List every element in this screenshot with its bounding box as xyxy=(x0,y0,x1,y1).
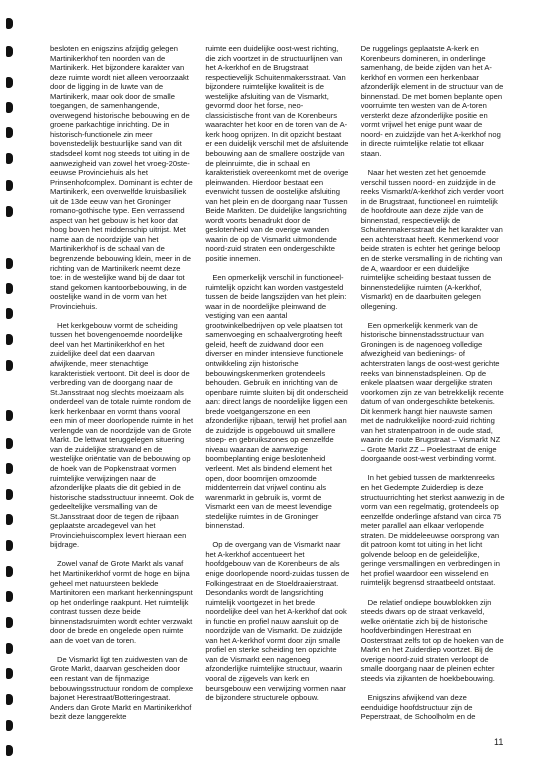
binder-hole xyxy=(6,360,13,371)
binder-hole xyxy=(6,643,13,654)
paragraph: Zowel vanaf de Grote Markt als vanaf het Martinikerkhof vormt de hoge en bijna geheel met natuursteen beklede Martinitoren een markant herkenningspunt op het onderlinge raakpunt. Het ruimtelijk contrast tussen deze beide binnenstadsruimten wordt echter verzwakt door de brede en ongelede open ruimte aan de voet van de toren. xyxy=(50,559,193,645)
binder-hole xyxy=(6,206,13,217)
binder-hole xyxy=(6,18,13,29)
paragraph: Enigszins afwijkend van deze eenduidige hoofdstructuur zijn de Peperstraat, de Schoolholm en de xyxy=(360,692,476,722)
binder-hole xyxy=(6,153,13,164)
paragraph: Op de overgang van de Vismarkt naar het A-kerkhof accentueert het hoofdgebouw van de Korenbeurs de als enige doorlopende noord-zuidas tussen de Folkingestraat en de Stoeldraaierstraat. Desondanks wordt de langsrichting ruimtelijk voortgezet in het brede noordelijke deel van het A-kerkhof dat ook in functie en profiel nauw aansluit op de noordzijde van de Vismarkt. De zuidzijde van het A-kerkhof vormt door zijn smalle profiel en sterke scheiding ten opzichte van de Vismarkt een nagenoeg afzonderlijke ruimtelijke structuur, waarin vooral de zijgevels van kerk en beursgebouw een verwijzing vormen naar de bijzondere structurele opbouw. xyxy=(205,540,350,703)
paragraph: Een opmerkelijk verschil in functioneel-ruimtelijk opzicht kan worden vastgesteld tussen de beide langszijden van het plein: waar in de noordelijke pleinwand de vestiging van een aantal grootwinkelbedrijven op vele plaatsen tot samenvoeging en schaalvergroting heeft geleid, heeft de zuidwand door een diverser en minder intensieve functionele ontwikkeling zijn historische bebouwingskenmerken grotendeels behouden. Gebruik en inrichting van de openbare ruimte sluiten bij dit onderscheid aan: direct langs de noordelijke liggen een brede voetgangerszone en een afzonderlijke rijbaan, terwijl het profiel aan de zuidzijde is opgebouwd uit smallere stoep- en gebruikszones op eenzelfde niveau waaraan de aanwezige boombeplanting enige beslotenheid verleent. Met als bindend element het open, door boomrijen omzoomde middenterrein dat vrijwel continu als warenmarkt in gebruik is, vormt de Vismarkt een van de meest levendige stedelijke ruimtes in de Groninger binnenstad. xyxy=(205,273,349,531)
text-columns xyxy=(50,44,505,734)
paragraph: besloten en enigszins afzijdig gelegen Martinikerkhof ten noorden van de Martinikerk. Het bijzondere karakter van deze ruimte wordt niet alleen veroorzaakt door de ligging in de luwte van de Martinikerk, maar ook door de smalle toegangen, de samenhangende, overwegend historische bebouwing en de groene parkachtige inrichting. De in historisch-functionele zin meer bovenstedelijk bestuurlijke sand van dit stadsdeel komt nog steeds tot uiting in de aanwezigheid van zowel het vroeg-20ste-eeuwse Provinciehuis als het Prinsenhofcomplex. Dominant is echter de Martinikerk, een overwelfde kruisbasiliek uit de 13de eeuw van het Groninger romano-gothische type. Een verrassend aspect van het gebouw is het koor dat hoog boven het middenschip uitrijst. Met name aan de noordzijde van het Martinikerkhof is de schaal van de begrenzende bebouwing klein, meer in de richting van de Martinikerk neemt deze toe: in de westelijke wand bij de daar tot stand gekomen kantoorbebouwing, in de oostelijke wand in de vorm van het Provinciehuis. xyxy=(50,44,193,311)
text-column-3 xyxy=(361,44,505,734)
binder-hole xyxy=(6,334,13,345)
binder-hole xyxy=(6,720,13,731)
binder-hole xyxy=(6,308,13,319)
binder-hole xyxy=(6,77,13,88)
binder-hole xyxy=(6,489,13,500)
binder-hole xyxy=(6,617,13,628)
paragraph: Een opmerkelijk kenmerk van de historische binnenstadsstructuur van Groningen is de nagenoeg volledige afwezigheid van bedienings- of achterstraten langs de oost-west gerichte reeks van binnenstadspleinen. Op de enkele plaatsen waar dergelijke straten voorkomen zijn ze van betrekkelijk recente datum of van ondergeschikte betekenis. Dit kenmerk hangt hier nauwste samen met de nadrukkelijke noord-zuid richting van het stratenpatroon in de oude stad, waarin de route Brugstraat – Vismarkt NZ – Grote Markt ZZ – Poelestraat de enige doorgaande oost-west verbinding vormt. xyxy=(360,320,504,464)
page-number: 11 xyxy=(494,737,504,747)
paragraph: Naar het westen zet het genoemde verschil tussen noord- en zuidzijde in de reeks Vismarkt/A-kerkhof zich verder voort in de Brugstraat, functioneel en ruimtelijk de hoofdroute aan deze zijde van de binnenstad, respectievelijk de Schuitenmakersstraat die het karakter van een achterstraat heeft. Kenmerkend voor beide straten is echter het geringe beloop en de sterke versmalling in de richting van de A, waardoor er een duidelijke ruimtelijke scheiding bestaat tussen de binnenstedelijke ruimten (A-kerkhof, Vismarkt) en de daarbuiten gelegen ollegening. xyxy=(360,168,504,311)
paragraph: De Vismarkt ligt ten zuidwesten van de Grote Markt, daarvan gescheiden door een restant van de fijnmazige bebouwingsstructuur rondom de complexe bajonet Herestraat/Botteringestraat. Anders dan Grote Markt en Martinikerkhof bezit deze langgerekte xyxy=(50,654,194,722)
text-column-2 xyxy=(205,44,349,734)
binder-hole xyxy=(6,668,13,679)
paragraph: ruimte een duidelijke oost-west richting, die zich voortzet in de structuurlijnen van het A-kerkhof en de Brugstraat respectievelijk Schuitenmakersstraat. Van bijzondere ruimtelijke kwaliteit is de westelijke afsluiting van de Vismarkt, gevormd door het forse, neo-classicistische front van de Korenbeurs waarachter het koor en de toren van de A-kerk hoog oprijzen. In dit opzicht bestaat er een duidelijk verschil met de afsluitende bebouwing aan de smallere oostzijde van de pleinruimte, die in schaal en karakteristiek overeenkomt met de overige pleinwanden. Hierdoor bestaat een evenwicht tussen de oostelijke afsluiting van het plein en de doorgang naar Tussen Beide Markten. De duidelijke langsrichting wordt voorts benadrukt door de geslotenheid van de overige wanden waarin de op de Vismarkt uitmondende noord-zuid straten een ondergeschikte positie innemen. xyxy=(205,44,349,264)
binder-holes xyxy=(6,0,16,767)
binder-hole xyxy=(6,694,13,705)
binder-hole xyxy=(6,180,13,191)
binder-hole xyxy=(6,46,13,57)
binder-hole xyxy=(6,566,13,577)
binder-hole xyxy=(6,283,13,294)
binder-hole xyxy=(6,102,13,113)
paragraph: De relatief ondiepe bouwblokken zijn steeds dwars op de straat verkaveld, welke oriëntatie zich bij de historische hoofdverbindingen Herestraat en Oosterstraat zelfs tot op de hoeken van de Markt en het Zuiderdiep voortzet. Bij de overige noord-zuid straten verloopt de smalle doorgang naar de pleinen echter steeds via zijkanten de hoekbebouwing. xyxy=(360,597,504,683)
binder-hole xyxy=(6,463,13,474)
paragraph: Het kerkgebouw vormt de scheiding tussen het bovengenoemde noordelijke deel van het Martinikerkhof en het zuidelijke deel dat een daarvan afwijkende, meer stenachtige karakteristiek vertoont. Dit deel is door de verbreding van de doorgang naar de St.Jansstraat nog slechts moeizaam als onderdeel van de totale ruimte rondom de kerk herkenbaar en vormt thans vooral een min of meer doorlopende ruimte in het verlengde van de noordzijde van de Grote Markt. De lettwat teruggelegen situering van de zuidelijke stratwand en de westelijke oriëntatie van de bebouwing op de hoek van de Popkenstraat vormen ruimtelijke verwijzingen naar de afzonderlijke plaats die dit gebied in de historische stadsstructuur inneemt. Ook de gedeeltelijke versmalling van de St.Jansstraat door de tegen de rijbaan geplaatste arcadegevel van het Provinciehuiscomplex levert hieraan een bijdrage. xyxy=(50,320,194,550)
binder-hole xyxy=(6,591,13,602)
binder-hole xyxy=(6,258,13,269)
binder-hole xyxy=(6,410,13,421)
binder-hole xyxy=(6,540,13,551)
paragraph: De ruggelings geplaatste A-kerk en Korenbeurs domineren, in onderlinge samenhang, de beide zijden van het A-kerkhof en vormen een herkenbaar afzonderlijk element in de structuur van de binnenstad. De met bomen beplante open voorruimte ten westen van de A-toren versterkt deze afzonderlijke positie en vormt vrijwel het enige punt waar de noord- en zuidzijde van het A-kerkhof nog in directe ruimtelijke relatie tot elkaar staan. xyxy=(360,44,504,159)
binder-hole xyxy=(6,745,13,756)
binder-hole xyxy=(6,438,13,449)
binder-hole xyxy=(6,127,13,138)
binder-hole xyxy=(6,514,13,525)
text-column-1 xyxy=(50,44,194,734)
paragraph: In het gebied tussen de marktenreeks en het Gedempte Zuiderdiep is deze structuurrichting het sterkst aanwezig in de vorm van een regelmatig, grotendeels op eenzelfde onderlinge afstand van circa 75 meter parallel aan elkaar verlopende straten. De middeleeuwse oorsprong van dit patroon komt tot uiting in het licht golvende beloop en de geleidelijke, geringe versmallingen en verbredingen in het profiel waardoor een wisselend en ruimtelijk begrensd straatbeeld ontstaat. xyxy=(360,473,505,588)
